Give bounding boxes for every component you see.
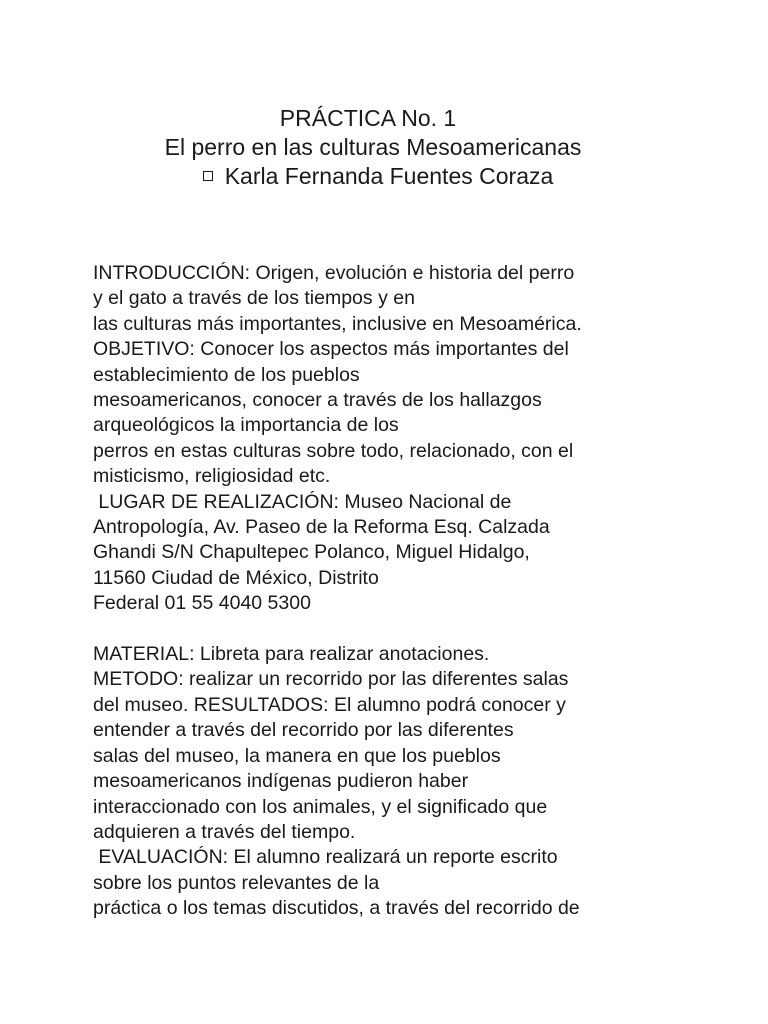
body-text-line: práctica o los temas discutidos, a través del recorrido de	[93, 897, 580, 920]
body-text-line: Ghandi S/N Chapultepec Polanco, Miguel Hidalgo,	[93, 541, 530, 564]
paragraph-gap	[93, 617, 733, 642]
document-body	[93, 261, 733, 922]
body-text-line: las culturas más importantes, inclusive en Mesoamérica.	[93, 312, 582, 335]
checkbox-icon	[203, 171, 213, 181]
body-text-line: perros en estas culturas sobre todo, relacionado, con el	[93, 439, 574, 462]
practice-subtitle: El perro en las culturas Mesoamericanas	[164, 134, 582, 160]
body-text-line: EVALUACIÓN: El alumno realizará un reporte escrito	[93, 846, 558, 869]
body-text-line: METODO: realizar un recorrido por las diferentes salas	[93, 668, 569, 691]
body-text-line: del museo. RESULTADOS: El alumno podrá conocer y	[93, 693, 566, 716]
body-text-line: 11560 Ciudad de México, Distrito	[93, 566, 379, 589]
body-text-line: adquieren a través del tiempo.	[93, 820, 356, 843]
author-line	[0, 162, 768, 191]
body-text-line: misticismo, religiosidad etc.	[93, 465, 331, 488]
body-text-line: y el gato a través de los tiempos y en	[93, 287, 415, 310]
body-text-line: mesoamericanos, conocer a través de los hallazgos	[93, 389, 542, 412]
body-text-line: entender a través del recorrido por las diferentes	[93, 719, 514, 742]
body-text-line: arqueológicos la importancia de los	[93, 414, 399, 437]
body-text-line: interaccionado con los animales, y el significado que	[93, 795, 548, 818]
body-text-line: Antropología, Av. Paseo de la Reforma Esq. Calzada	[93, 516, 550, 539]
author-name: Karla Fernanda Fuentes Coraza	[224, 163, 554, 189]
body-text-line: salas del museo, la manera en que los pueblos	[93, 744, 501, 767]
body-text-line: MATERIAL: Libreta para realizar anotaciones.	[93, 643, 490, 666]
body-text-line: sobre los puntos relevantes de la	[93, 871, 380, 894]
body-text-line: establecimiento de los pueblos	[93, 363, 360, 386]
body-text-line: OBJETIVO: Conocer los aspectos más importantes del	[93, 338, 569, 361]
body-text-line: mesoamericanos indígenas pudieron haber	[93, 770, 469, 793]
body-text-line: Federal 01 55 4040 5300	[93, 592, 311, 615]
body-text-line: INTRODUCCIÓN: Origen, evolución e historia del perro	[93, 262, 575, 284]
practice-title: PRÁCTICA No. 1	[279, 105, 457, 131]
body-text-line: LUGAR DE REALIZACIÓN: Museo Nacional de	[93, 490, 512, 513]
document-header	[0, 104, 768, 191]
